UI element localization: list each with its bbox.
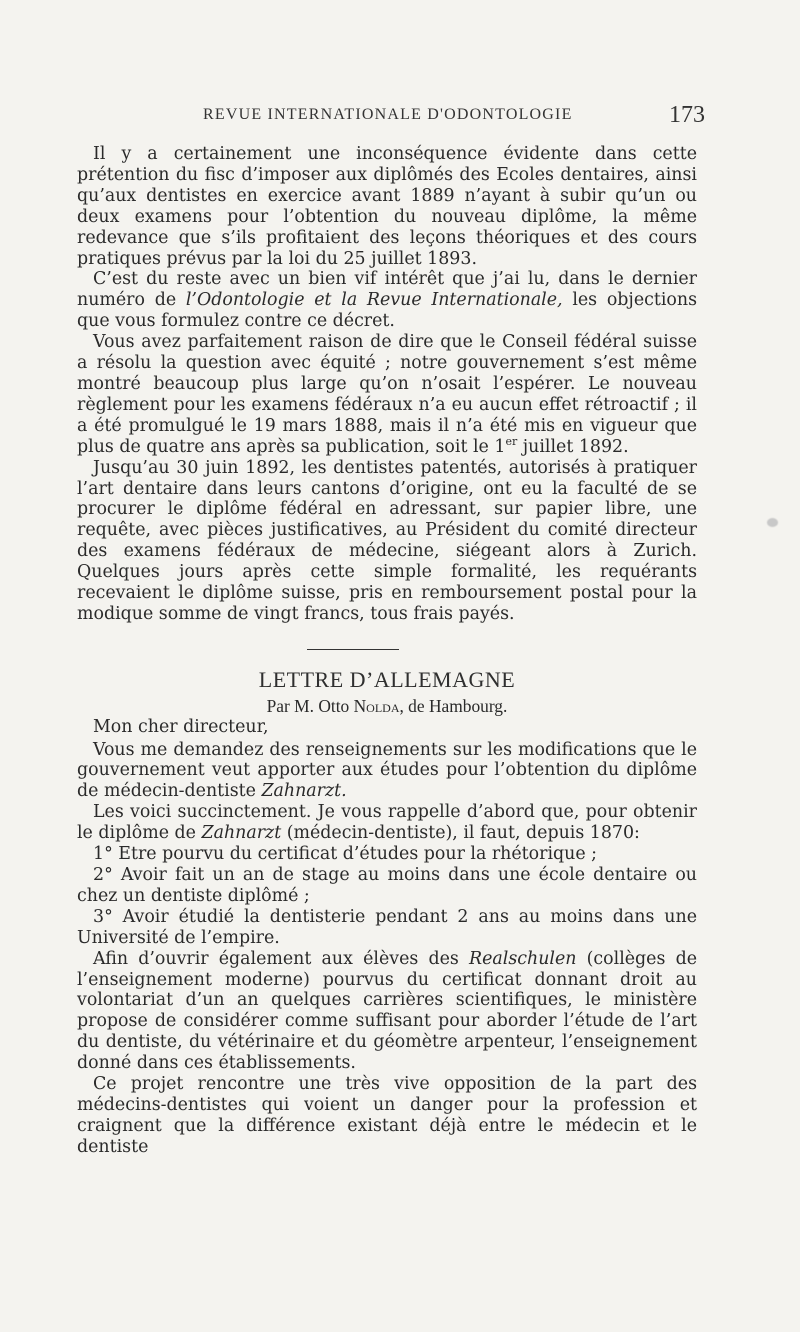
- paragraph: [77, 802, 697, 844]
- running-title: REVUE INTERNATIONALE D'ODONTOLOGIE: [203, 106, 573, 123]
- list-item: 1° Etre pourvu du certificat d’études pour la rhétorique ;: [93, 844, 598, 865]
- byline-suffix: , de Hambourg.: [399, 695, 508, 716]
- list-item: 3° Avoir étudié la dentisterie pendant 2 ans au moins dans une Université de l’empire.: [77, 906, 697, 948]
- section-divider: [307, 649, 399, 650]
- italic-term: Zahnarzt: [201, 823, 282, 844]
- byline-prefix: Par M. Otto: [266, 695, 354, 716]
- paragraph: [77, 949, 697, 1074]
- paragraph: Jusqu’au 30 juin 1892, les dentistes patentés, autorisés à pratiquer l’art dentaire dans leurs cantons d’origine, ont eu la faculté de se procurer le diplôme fédéral en adressant, sur papier libre, une requête, avec pièces justificatives, au Président du comité directeur des examens fédéraux de médecine, siégeant alors à Zurich. Quelques jours après cette simple formalité, les requérants recevaient le diplôme suisse, pris en remboursement postal pour la modique somme de vingt francs, tous frais payés.: [77, 457, 697, 624]
- paragraph-text: Afin d’ouvrir également aux élèves des: [93, 948, 470, 969]
- salutation: Mon cher directeur,: [93, 716, 269, 737]
- paragraph-text: Vous avez parfaitement raison de dire que le Conseil fédéral suisse a résolu la question avec équité ; notre gouvernement s’est même montré beaucoup plus large qu’on n’osait l’espérer. Le nouveau règlement pour les examens fédéraux n’a eu aucun effet rétroactif ; il a été promulgué le 19 mars 1888, mais il n’a été mis en vigueur que plus de quatre ans après sa publication, soit le: [77, 332, 697, 457]
- paragraph: Ce projet rencontre une très vive opposition de la part des médecins-dentistes qui voient un danger pour la profession et craignent que la différence existant déjà entre le médecin et le dentiste: [77, 1074, 697, 1157]
- author-name: Nolda: [353, 695, 400, 716]
- journal-title: l’Odontologie et la Revue Internationale,: [185, 290, 563, 311]
- ordinal-superscript: er: [505, 434, 518, 448]
- article-1-body: [77, 144, 697, 1158]
- italic-term: Zahnarzt.: [261, 781, 347, 802]
- paragraph: Il y a certainement une inconséquence évidente dans cette prétention du fisc d’imposer aux diplômés des Ecoles dentaires, ainsi qu’aux dentistes en exercice avant 1889 n’ayant à subir qu’un ou deux examens pour l’obtention du nouveau diplôme, la même redevance que s’ils profitaient des leçons théoriques et des cours pratiques prévus par la loi du 25 juillet 1893.: [77, 144, 697, 269]
- paragraph-text: juillet 1892.: [517, 436, 629, 457]
- date-day: 1: [494, 436, 506, 457]
- paragraph-text: (médecin-dentiste), il faut, depuis 1870:: [281, 823, 640, 844]
- paragraph-text: les objections que vous formulez contre ce décret.: [77, 290, 698, 332]
- section-title: LETTRE D’ALLEMAGNE: [258, 666, 516, 692]
- running-header: [77, 102, 705, 132]
- paragraph-text: C’est du reste avec un bien vif intérêt que j’ai lu, dans le dernier numéro de: [77, 269, 697, 311]
- paragraph: [77, 740, 697, 803]
- paragraph-text: Les voici succinctement. Je vous rappelle d’abord que, pour obtenir le diplôme de: [77, 802, 697, 844]
- paragraph: [77, 332, 697, 457]
- journal-page: [77, 102, 705, 1158]
- list-item: 2° Avoir fait un an de stage au moins dans une école dentaire ou chez un dentiste diplômé ;: [77, 865, 697, 906]
- paper-spot: [767, 518, 778, 527]
- paragraph-text: Vous me demandez des renseignements sur les modifications que le gouvernement veut apporter aux études pour l’obtention du diplôme de médecin-dentiste: [77, 739, 697, 802]
- paragraph-text: (collèges de l’enseignement moderne) pourvus du certificat donnant droit au volontariat d’un an quelques carrières scientifiques, le ministère propose de considérer comme suffisant pour aborder l’étude de l’art du dentiste, du vétérinaire et du géomètre arpenteur, l’enseignement donné dans ces établissements.: [77, 948, 697, 1074]
- page-number: 173: [669, 102, 705, 128]
- byline: [77, 696, 697, 717]
- paragraph: [77, 269, 697, 332]
- article-2-body: [77, 740, 697, 1158]
- italic-term: Realschulen: [469, 948, 577, 969]
